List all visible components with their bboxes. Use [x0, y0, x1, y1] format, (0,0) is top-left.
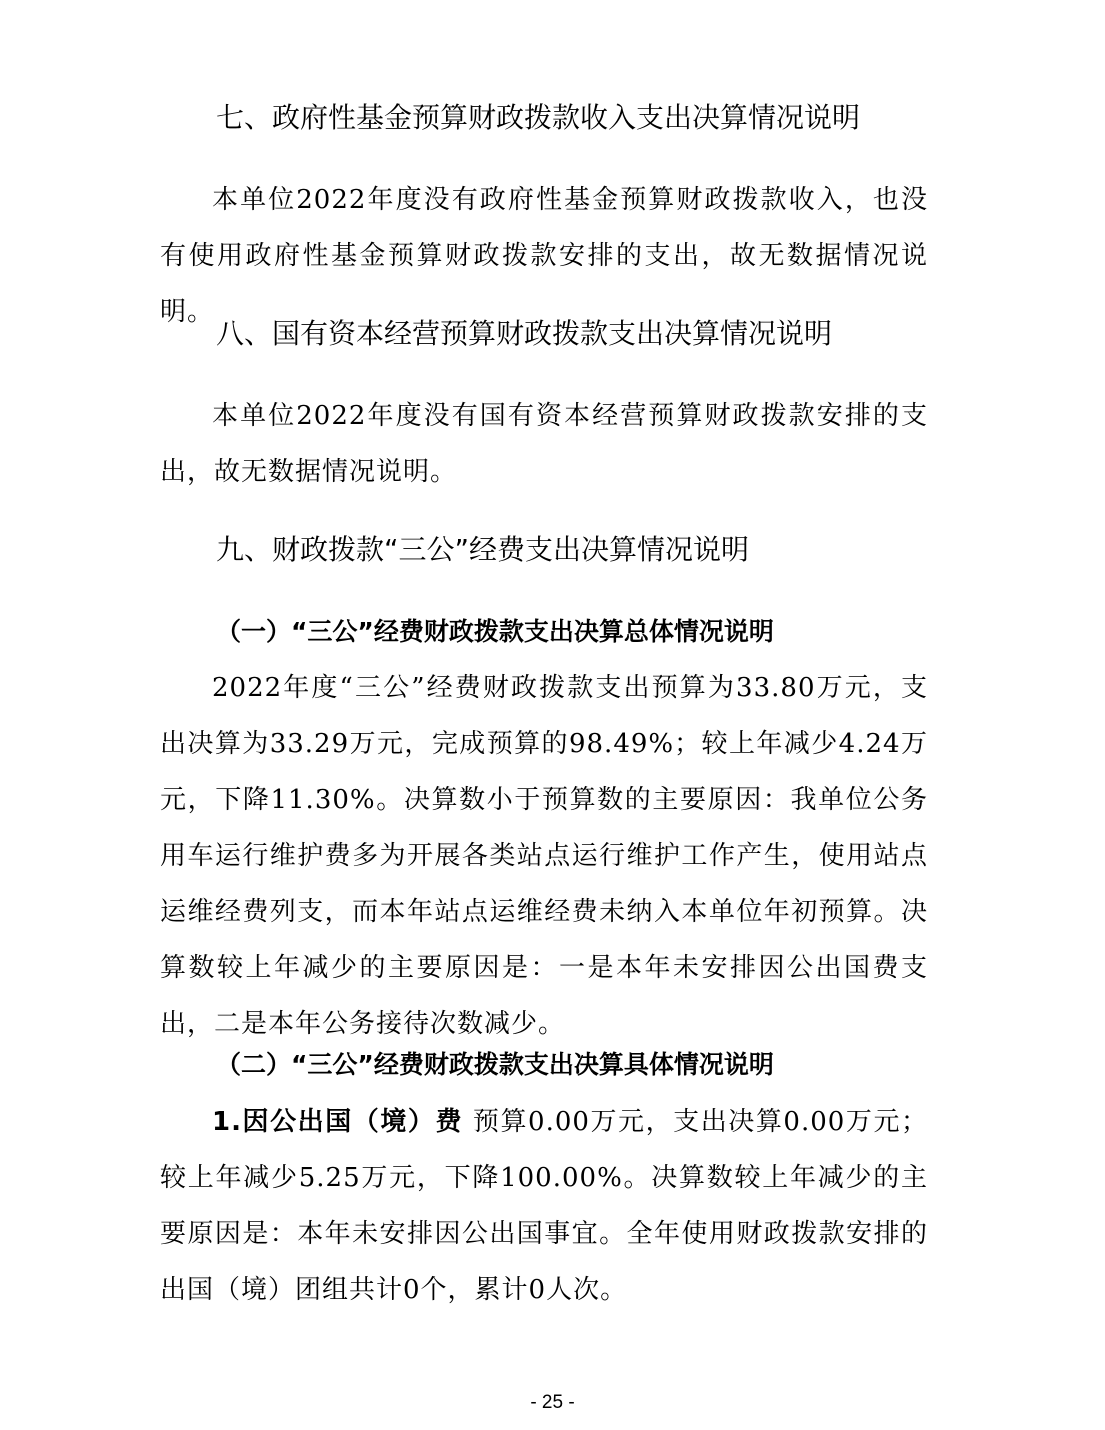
- page-number: - 25 -: [530, 1392, 575, 1413]
- section-8-paragraph: 本单位2022年度没有国有资本经营预算财政拨款安排的支出，故无数据情况说明。: [160, 401, 928, 487]
- subsection-1-heading: （一）“三公”经费财政拨款支出决算总体情况说明: [216, 617, 774, 646]
- item-1-paragraph: [160, 1094, 928, 1318]
- section-8-heading: 八、国有资本经营预算财政拨款支出决算情况说明: [216, 317, 833, 350]
- section-7-heading: 七、政府性基金预算财政拨款收入支出决算情况说明: [216, 101, 861, 134]
- item-1-title: 1.因公出国（境）费: [212, 1107, 464, 1137]
- section-9-heading: 九、财政拨款“三公”经费支出决算情况说明: [216, 533, 750, 566]
- item-1-text: 预算0.00万元，支出决算0.00万元；较上年减少5.25万元，下降100.00%。决算数较上年减少的主要原因是：本年未安排因公出国事宜。全年使用财政拨款安排的出国（境）团组共计0个，累计0人次。: [160, 1107, 929, 1305]
- subsection-1-paragraph: 2022年度“三公”经费财政拨款支出预算为33.80万元，支出决算为33.29万元，完成预算的98.49%；较上年减少4.24万元，下降11.30%。决算数小于预算数的主要原因：我单位公务用车运行维护费多为开展各类站点运行维护工作产生，使用站点运维经费列支，而本年站点运维经费未纳入本单位年初预算。决算数较上年减少的主要原因是：一是本年未安排因公出国费支出，二是本年公务接待次数减少。: [160, 673, 928, 1039]
- subsection-2-heading: （二）“三公”经费财政拨款支出决算具体情况说明: [216, 1050, 774, 1079]
- section-7-paragraph: 本单位2022年度没有政府性基金预算财政拨款收入，也没有使用政府性基金预算财政拨款安排的支出，故无数据情况说明。: [160, 185, 928, 327]
